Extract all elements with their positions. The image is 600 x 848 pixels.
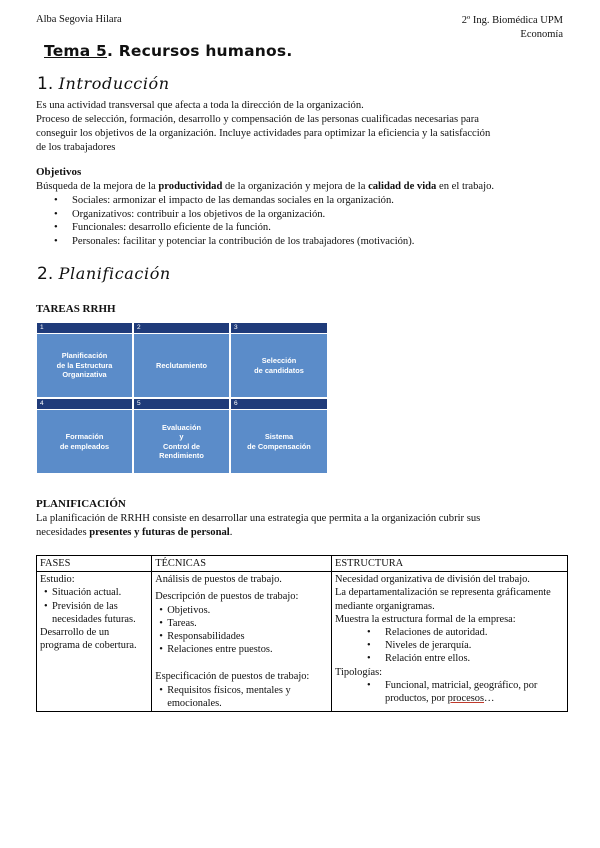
column-header: ESTRUCTURA	[332, 556, 568, 572]
fases-desarrollo: Desarrollo de un programa de cobertura.	[40, 627, 137, 652]
tareas-grid	[37, 323, 327, 473]
fases-estudio: Estudio:	[40, 574, 75, 586]
text-run: Búsqueda de la mejora de la	[36, 181, 159, 192]
text-run: Funcional, matricial, geográfico, por productos, por	[385, 679, 538, 705]
estructura-tipologias: Tipologías:	[335, 666, 382, 678]
estructura-cell	[332, 572, 568, 712]
table-header-row	[37, 556, 568, 572]
section-title: Planificación	[58, 264, 171, 283]
cell-number: 1	[37, 323, 132, 333]
cell-number: 3	[231, 323, 327, 333]
list-item: • Tareas.	[155, 617, 328, 630]
list-item: • Niveles de jerarquía.	[335, 639, 564, 652]
planificacion-line	[36, 526, 576, 540]
cell-number: 4	[37, 399, 132, 409]
text-run-bold: productividad	[158, 181, 223, 192]
cell-number: 6	[231, 399, 327, 409]
objetivos-heading: Objetivos	[36, 166, 82, 178]
tecnicas-analisis: Análisis de puestos de trabajo.	[155, 574, 282, 586]
title-prefix: Tema 5	[44, 42, 108, 60]
tarea-cell: Evaluación y Control de Rendimiento	[134, 410, 229, 473]
list-item: • Relación entre ellos.	[335, 652, 564, 665]
course-name: 2º Ing. Biomédica UPM	[461, 15, 563, 26]
text-run: en el trabajo.	[436, 181, 495, 192]
planificacion-line: La planificación de RRHH consiste en desarrollar una estrategia que permita a la organización cubrir sus	[36, 513, 481, 524]
text-run: .	[229, 527, 233, 538]
list-item: • Requisitos físicos, mentales y emocionales.	[155, 684, 328, 710]
tipologias-list	[335, 679, 564, 705]
text-run-underlined: procesos	[447, 693, 485, 705]
tarea-cell: Reclutamiento	[134, 334, 229, 397]
section-number: 1.	[37, 74, 54, 94]
intro-line: conseguir los objetivos de la organización. Incluye actividades para optimizar la eficiencia y la satisfacción	[36, 128, 491, 139]
cell-number: 5	[134, 399, 229, 409]
title-rest: . Recursos humanos.	[107, 42, 293, 60]
column-header: TÉCNICAS	[152, 556, 332, 572]
fases-list	[40, 586, 148, 626]
list-item: • Sociales: armonizar el impacto de las demandas sociales en la organización.	[36, 194, 576, 208]
list-item: • Personales: facilitar y potenciar la contribución de los trabajadores (motivación).	[36, 235, 576, 249]
tarea-cell: Sistema de Compensación	[231, 410, 327, 473]
planificacion-heading: PLANIFICACIÓN	[36, 498, 126, 510]
column-header: FASES	[37, 556, 152, 572]
objetivos-list	[36, 194, 576, 248]
tarea-cell: Planificación de la Estructura Organizativa	[37, 334, 132, 397]
planificacion-paragraph	[36, 512, 576, 540]
tecnicas-list-2	[155, 684, 328, 710]
header-course	[462, 14, 563, 42]
list-item: • Previsión de las necesidades futuras.	[40, 600, 148, 626]
list-item: • Relaciones entre puestos.	[155, 643, 328, 656]
list-item: • Objetivos.	[155, 604, 328, 617]
tareas-heading: TAREAS RRHH	[36, 303, 116, 315]
tarea-cell: Selección de candidatos	[231, 334, 327, 397]
section-heading-introduccion	[37, 74, 170, 94]
list-item: • Organizativos: contribuir a los objetivos de la organización.	[36, 208, 576, 222]
text-run-bold: calidad de vida	[368, 181, 437, 192]
intro-line: de los trabajadores	[36, 142, 116, 153]
objetivos-line	[36, 180, 576, 194]
list-item: • Funcionales: desarrollo eficiente de la función.	[36, 221, 576, 235]
tecnicas-especificacion: Especificación de puestos de trabajo:	[155, 671, 310, 683]
list-item: • Relaciones de autoridad.	[335, 626, 564, 639]
section-title: Introducción	[58, 74, 170, 93]
author-name: Alba Segovia Hilara	[36, 14, 122, 25]
text-run-bold: presentes y futuras de personal	[89, 527, 230, 538]
intro-line: Proceso de selección, formación, desarrollo y compensación de las personas cualificadas necesarias para	[36, 114, 479, 125]
objetivos-paragraph	[36, 180, 576, 248]
estructura-p3: Muestra la estructura formal de la empresa:	[335, 613, 516, 625]
text-run: …	[484, 693, 495, 705]
fases-cell	[37, 572, 152, 712]
text-run: de la organización y mejora de la	[222, 181, 369, 192]
list-item: • Situación actual.	[40, 586, 148, 599]
table-row	[37, 572, 568, 712]
text-run: necesidades	[36, 527, 90, 538]
planificacion-table	[36, 555, 568, 712]
estructura-list	[335, 626, 564, 666]
tarea-cell: Formación de empleados	[37, 410, 132, 473]
section-number: 2.	[37, 264, 54, 284]
list-item: • Responsabilidades	[155, 630, 328, 643]
estructura-p2: La departamentalización se representa gráficamente mediante organigramas.	[335, 587, 551, 612]
tecnicas-cell	[152, 572, 332, 712]
tecnicas-descripcion: Descripción de puestos de trabajo:	[155, 591, 299, 603]
tecnicas-list	[155, 604, 328, 657]
estructura-p1: Necesidad organizativa de división del trabajo.	[335, 574, 530, 586]
cell-number: 2	[134, 323, 229, 333]
intro-line: Es una actividad transversal que afecta a toda la dirección de la organización.	[36, 100, 364, 111]
intro-paragraph	[36, 99, 568, 155]
subject-name: Economía	[520, 29, 563, 40]
document-title	[44, 42, 292, 60]
list-item	[335, 679, 564, 705]
section-heading-planificacion	[37, 264, 171, 284]
